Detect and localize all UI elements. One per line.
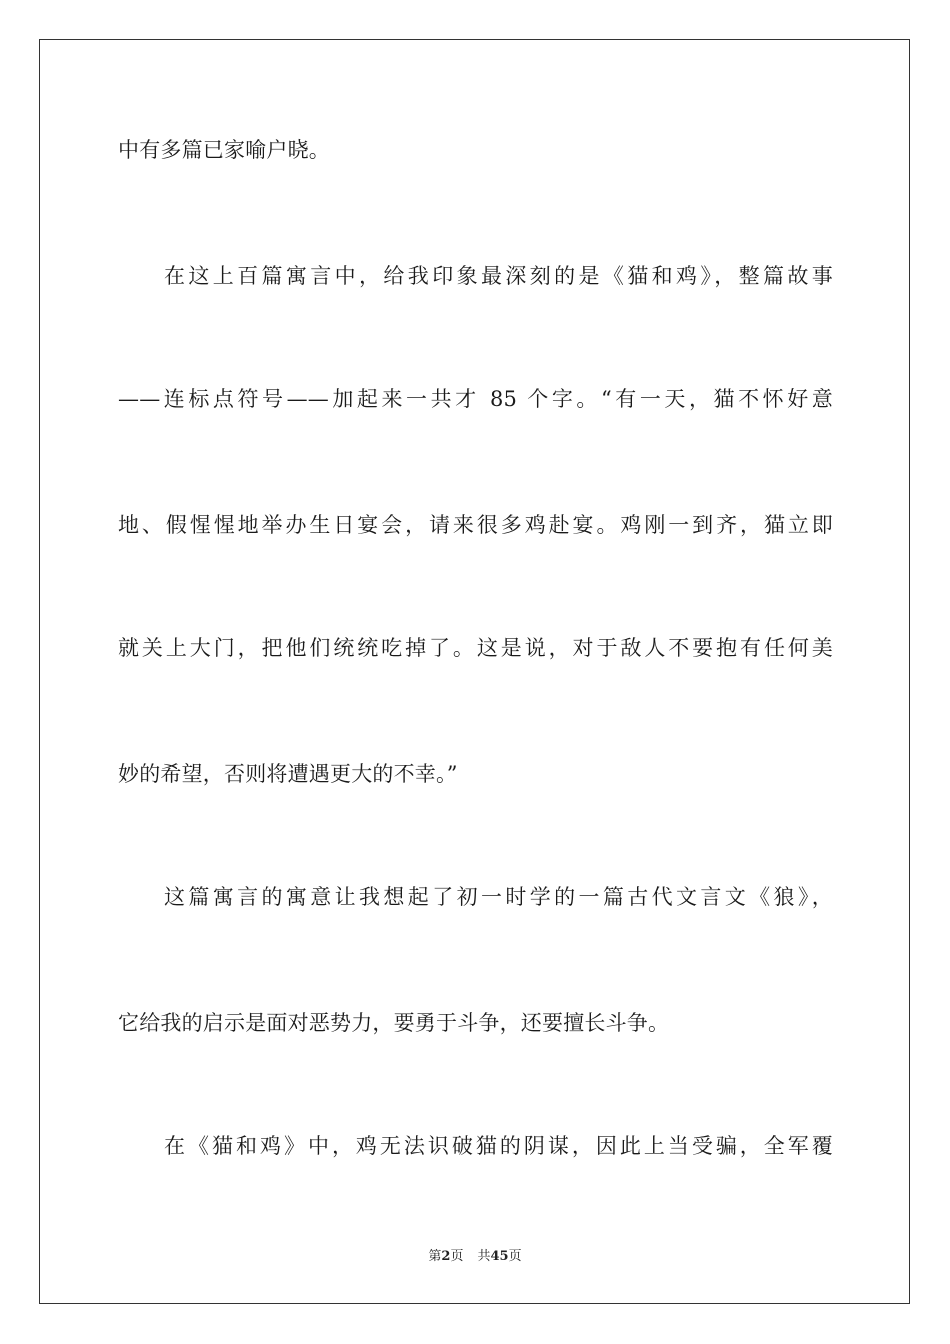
total-prefix: 共 (477, 1249, 491, 1264)
text-line-7: 这篇寓言的寓意让我想起了初一时学的一篇古代文言文《狼》， (164, 885, 833, 909)
page-suffix: 页 (450, 1249, 464, 1264)
page-number: 2 (441, 1249, 451, 1264)
text-line-2: 在这上百篇寓言中，给我印象最深刻的是《猫和鸡》，整篇故事 (164, 264, 833, 288)
text-line-8: 它给我的启示是面对恶势力，要勇于斗争，还要擅长斗争。 (118, 1011, 670, 1035)
text-line-5: 就关上大门，把他们统统吃掉了。这是说，对于敌人不要抱有任何美 (118, 636, 833, 660)
text-line-3: ——连标点符号——加起来一共才 85 个字。“有一天，猫不怀好意 (118, 387, 833, 411)
text-line-9: 在《猫和鸡》中，鸡无法识破猫的阴谋，因此上当受骗，全军覆 (164, 1134, 833, 1158)
total-suffix: 页 (508, 1249, 522, 1264)
text-line-4: 地、假惺惺地举办生日宴会，请来很多鸡赴宴。鸡刚一到齐，猫立即 (118, 513, 833, 537)
text-line-6: 妙的希望，否则将遭遇更大的不幸。” (118, 762, 458, 786)
page-prefix: 第 (428, 1249, 442, 1264)
page-footer (0, 1248, 950, 1266)
page-frame (39, 39, 910, 1304)
total-pages: 45 (490, 1249, 509, 1264)
text-line-1: 中有多篇已家喻户晓。 (118, 138, 330, 162)
